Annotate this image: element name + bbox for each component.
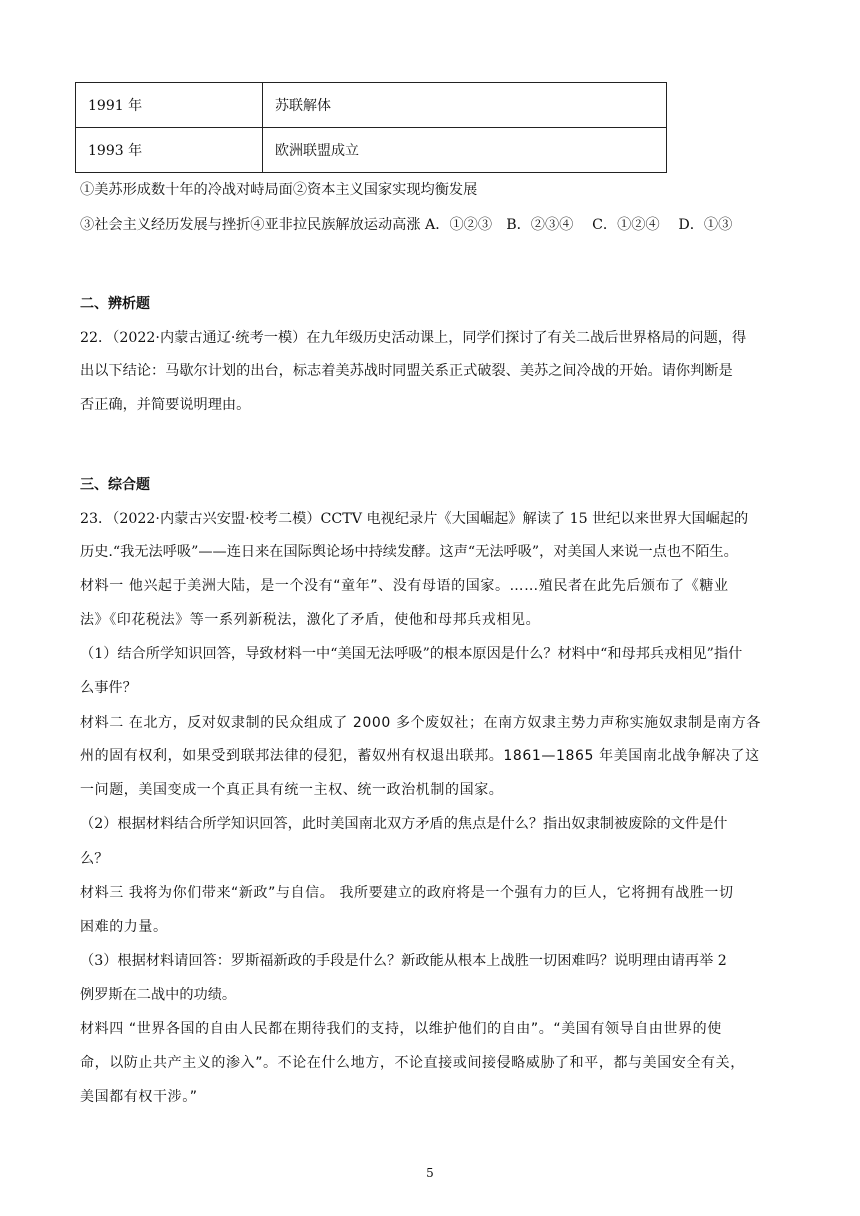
question-1-line-1: （1）结合所学知识回答，导致材料一中“美国无法呼吸”的根本原因是什么？材料中“和母邦兵戎相见”指什 [80, 646, 743, 662]
material-2-line-2: 州的固有权利，如果受到联邦法律的侵犯，蓄奴州有权退出联邦。1861—1865 年美国南北战争解决了这 [80, 748, 760, 764]
material-1-line-2: 法》《印花税法》等一系列新税法，激化了矛盾，使他和母邦兵戎相见。 [80, 612, 541, 628]
material-3-line-2: 困难的力量。 [80, 919, 168, 935]
page-number: 5 [426, 1166, 434, 1180]
section-heading-comprehensive: 三、综合题 [80, 477, 150, 493]
material-2-line-1: 材料二 在北方，反对奴隶制的民众组成了 2000 多个废奴社；在南方奴隶主势力声称实施奴隶制是南方各 [80, 715, 761, 731]
q21-options-line-1: ①美苏形成数十年的冷战对峙局面②资本主义国家实现均衡发展 [80, 182, 478, 198]
question-2-line-2: 么？ [80, 851, 109, 867]
material-2-line-3: 一问题，美国变成一个真正具有统一主权、统一政治机制的国家。 [80, 782, 504, 798]
material-4-line-1: 材料四 “世界各国的自由人民都在期待我们的支持，以维护他们的自由”。“美国有领导自由世界的使 [80, 1021, 722, 1037]
question-1-line-2: 么事件？ [80, 680, 137, 696]
q23-line-2: 历史.“我无法呼吸”——连日来在国际舆论场中持续发酵。这声“无法呼吸”，对美国人来说一点也不陌生。 [80, 544, 738, 560]
question-2-line-1: （2）根据材料结合所学知识回答，此时美国南北双方矛盾的焦点是什么？指出奴隶制被废除的文件是什 [80, 816, 728, 832]
q22-line-3: 否正确，并简要说明理由。 [80, 397, 251, 413]
material-1-line-1: 材料一 他兴起于美洲大陆，是一个没有“童年”、没有母语的国家。……殖民者在此先后颁布了《糖业 [80, 578, 729, 594]
material-3-line-1: 材料三 我将为你们带来“新政”与自信。 我所要建立的政府将是一个强有力的巨人，它将拥有战胜一切 [80, 885, 734, 901]
question-3-line-2: 例罗斯在二战中的功绩。 [80, 987, 237, 1003]
table-row [76, 83, 667, 128]
question-3-line-1: （3）根据材料请回答：罗斯福新政的手段是什么？新政能从根本上战胜一切困难吗？说明理由请再举 2 [80, 953, 727, 969]
table-cell-event: 欧洲联盟成立 [263, 128, 667, 173]
material-4-line-2: 命，以防止共产主义的渗入”。不论在什么地方，不论直接或间接侵略威胁了和平，都与美国安全有关， [80, 1055, 745, 1071]
q21-options-line-2: ③社会主义经历发展与挫折④亚非拉民族解放运动高涨 A．①②③ B．②③④ C．①②④ D．①③ [80, 217, 733, 233]
events-table [75, 82, 667, 173]
q23-line-1: 23．（2022·内蒙古兴安盟·校考二模）CCTV 电视纪录片《大国崛起》解读了 15 世纪以来世界大国崛起的 [80, 511, 749, 527]
table-cell-year: 1991 年 [76, 83, 263, 128]
table-cell-event: 苏联解体 [263, 83, 667, 128]
material-4-line-3: 美国都有权干涉。” [80, 1089, 198, 1105]
table-cell-year: 1993 年 [76, 128, 263, 173]
q22-line-2: 出以下结论：马歇尔计划的出台，标志着美苏战时同盟关系正式破裂、美苏之间冷战的开始。请你判断是 [80, 363, 733, 379]
table-row [76, 128, 667, 173]
section-heading-analysis: 二、辨析题 [80, 296, 150, 312]
q22-line-1: 22．（2022·内蒙古通辽·统考一模）在九年级历史活动课上，同学们探讨了有关二战后世界格局的问题，得 [80, 330, 747, 346]
